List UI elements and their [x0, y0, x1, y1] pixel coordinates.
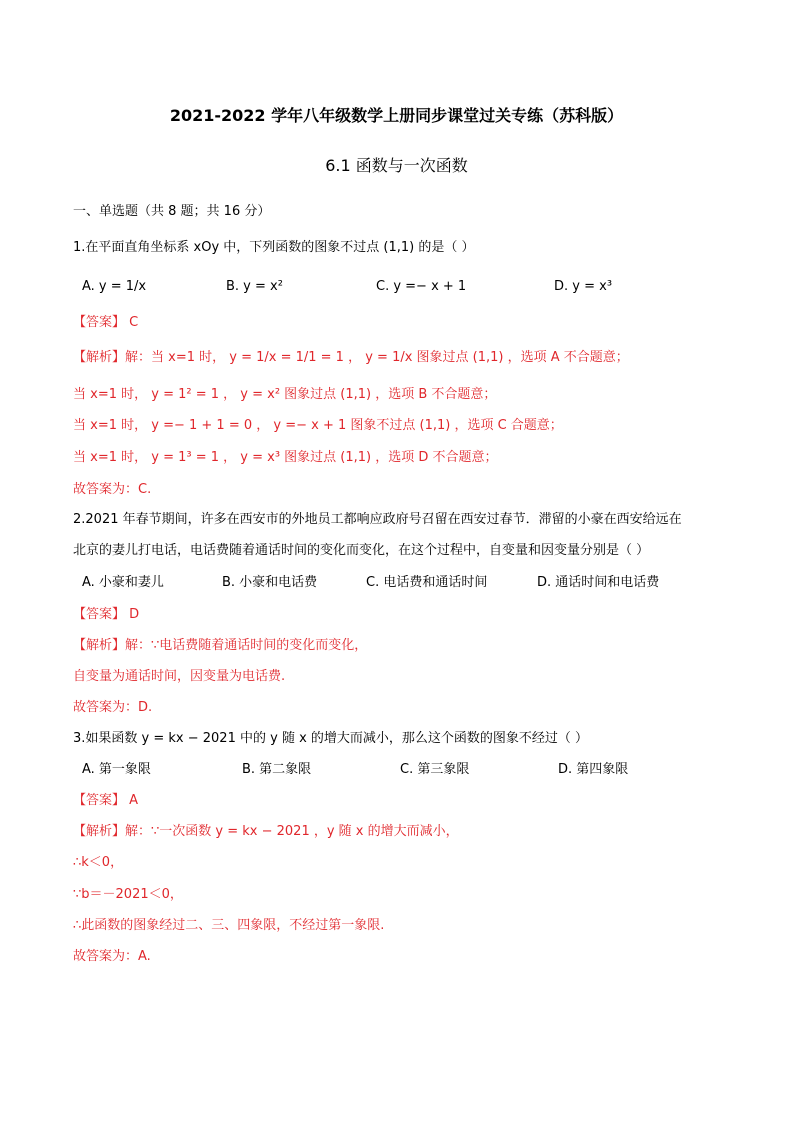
q1-analysis-line: 当 x=1 时， y = 1³ = 1 ， y = x³ 图象过点 (1,1) ，选项 D 不合题意； — [73, 450, 498, 465]
q1-option-c: C. y =− x + 1 — [376, 279, 467, 294]
q2-option-a: A. 小豪和妻儿 — [82, 575, 164, 590]
q1-analysis-line: 当 x=1 时， y =− 1 + 1 = 0 ， y =− x + 1 图象不过点 (1,1) ，选项 C 合题意； — [73, 418, 563, 433]
q1-analysis-line: 当 x=1 时， y = 1² = 1 ， y = x² 图象过点 (1,1) ，选项 B 不合题意； — [73, 387, 497, 402]
document-title: 2021-2022 学年八年级数学上册同步课堂过关专练（苏科版） — [169, 106, 624, 125]
q1-option-a: A. y = 1/x — [82, 279, 147, 294]
q2-analysis-line: 故答案为：D. — [73, 700, 153, 715]
q2-answer: 【答案】 D — [73, 607, 140, 622]
q1-answer: 【答案】 C — [73, 315, 139, 330]
section-heading: 一、单选题（共 8 题；共 16 分） — [73, 204, 271, 219]
question-3-stem: 3.如果函数 y = kx − 2021 中的 y 随 x 的增大而减小，那么这个函数的图象不经过（ ） — [73, 731, 589, 746]
q3-answer: 【答案】 A — [73, 793, 139, 808]
question-1-stem: 1.在平面直角坐标系 xOy 中，下列函数的图象不过点 (1,1) 的是（ ） — [73, 240, 475, 255]
q2-analysis-line: 【解析】解：∵电话费随着通话时间的变化而变化， — [73, 638, 368, 653]
q3-analysis-line: ∵b＝－2021＜0， — [73, 887, 183, 902]
q3-option-a: A. 第一象限 — [82, 762, 151, 777]
q3-option-c: C. 第三象限 — [400, 762, 470, 777]
q3-analysis-line: 【解析】解：∵一次函数 y = kx − 2021 ，y 随 x 的增大而减小， — [73, 824, 459, 839]
q1-analysis-line: 【解析】解：当 x=1 时， y = 1/x = 1/1 = 1 ， y = 1/x 图象过点 (1,1) ，选项 A 不合题意； — [73, 350, 629, 365]
q2-analysis-line: 自变量为通话时间，因变量为电话费. — [73, 669, 286, 684]
q3-analysis-line: ∴k＜0， — [73, 855, 124, 870]
question-2-stem: 2.2021 年春节期间，许多在西安市的外地员工都响应政府号召留在西安过春节．滞留的小豪在西安给远在 — [73, 512, 682, 527]
q1-analysis-line: 故答案为：C. — [73, 482, 152, 497]
q3-option-b: B. 第二象限 — [242, 762, 312, 777]
q2-option-c: C. 电话费和通话时间 — [366, 575, 488, 590]
q1-option-d: D. y = x³ — [554, 279, 613, 294]
q3-option-d: D. 第四象限 — [558, 762, 629, 777]
q3-analysis-line: 故答案为：A. — [73, 949, 151, 964]
q3-analysis-line: ∴此函数的图象经过二、三、四象限，不经过第一象限. — [73, 918, 385, 933]
q2-option-b: B. 小豪和电话费 — [222, 575, 318, 590]
q1-option-b: B. y = x² — [226, 279, 283, 294]
question-2-stem: 北京的妻儿打电话，电话费随着通话时间的变化而变化，在这个过程中，自变量和因变量分别是（ ） — [73, 543, 650, 558]
document-subtitle: 6.1 函数与一次函数 — [325, 156, 468, 175]
q2-option-d: D. 通话时间和电话费 — [537, 575, 660, 590]
